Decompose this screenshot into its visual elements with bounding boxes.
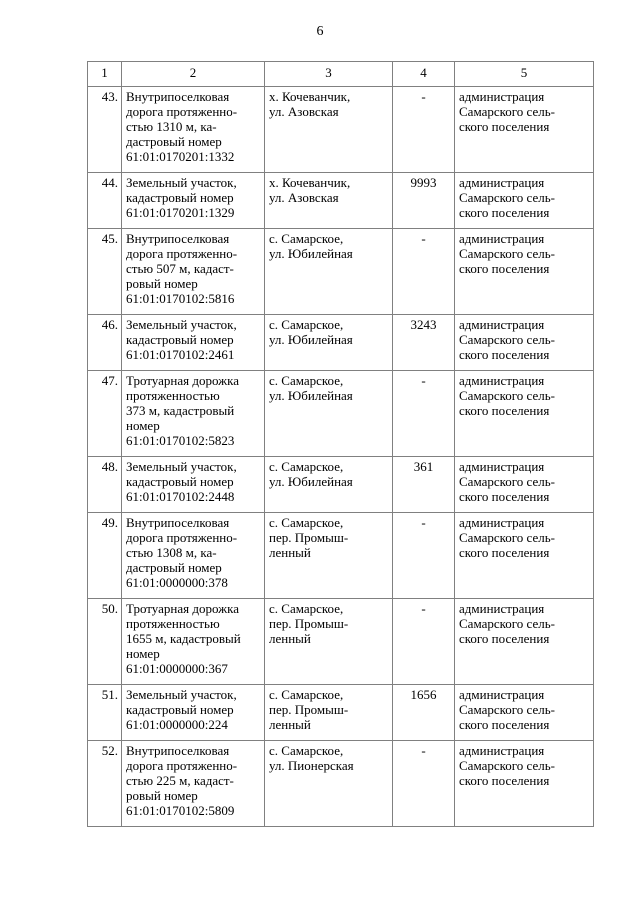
area-cell: - (393, 513, 455, 599)
cell-line: Самарского сель- (459, 702, 555, 717)
address-cell (265, 229, 393, 315)
header-cell: 4 (393, 62, 455, 87)
holder-cell (455, 315, 594, 371)
cell-line: пер. Промыш- (269, 530, 349, 545)
cell-line: с. Самарское, (269, 515, 344, 530)
area-cell: 361 (393, 457, 455, 513)
address-cell (265, 457, 393, 513)
cell-line: Тротуарная дорожка (126, 601, 240, 616)
table-row (88, 371, 594, 457)
cell-line: стью 507 м, кадаст- (126, 261, 234, 276)
cell-line: 61:01:0170201:1332 (126, 149, 235, 164)
cell-line: ровый номер (126, 788, 198, 803)
cell-line: х. Кочеванчик, (269, 175, 351, 190)
object-name-cell (122, 87, 265, 173)
holder-cell (455, 685, 594, 741)
cell-line: администрация (459, 459, 545, 474)
cell-line: стью 225 м, кадаст- (126, 773, 234, 788)
table-row (88, 457, 594, 513)
address-cell (265, 741, 393, 827)
cell-line: администрация (459, 373, 545, 388)
object-name-cell (122, 741, 265, 827)
holder-cell (455, 87, 594, 173)
cell-line: ленный (269, 717, 311, 732)
cell-line: 61:01:0170102:2448 (126, 489, 235, 504)
cell-line: 61:01:0170102:5816 (126, 291, 235, 306)
cell-line: ровый номер (126, 276, 198, 291)
cell-line: ул. Азовская (269, 104, 339, 119)
cell-line: стью 1310 м, ка- (126, 119, 217, 134)
address-cell (265, 87, 393, 173)
cell-line: 373 м, кадастровый (126, 403, 235, 418)
holder-cell (455, 173, 594, 229)
holder-cell (455, 599, 594, 685)
cell-line: кадастровый номер (126, 332, 234, 347)
area-cell: - (393, 229, 455, 315)
cell-line: пер. Промыш- (269, 702, 349, 717)
cell-line: администрация (459, 231, 545, 246)
area-cell: 3243 (393, 315, 455, 371)
cell-line: протяженностью (126, 616, 220, 631)
cell-line: 61:01:0170102:2461 (126, 347, 235, 362)
cell-line: пер. Промыш- (269, 616, 349, 631)
cell-line: ского поселения (459, 489, 550, 504)
object-name-cell (122, 371, 265, 457)
cell-line: администрация (459, 515, 545, 530)
cell-line: ского поселения (459, 205, 550, 220)
cell-line: Самарского сель- (459, 616, 555, 631)
row-number: 46. (88, 315, 122, 371)
cell-line: с. Самарское, (269, 743, 344, 758)
cell-line: ленный (269, 545, 311, 560)
cell-line: ского поселения (459, 717, 550, 732)
row-number: 49. (88, 513, 122, 599)
cell-line: 61:01:0170201:1329 (126, 205, 235, 220)
cell-line: администрация (459, 601, 545, 616)
area-cell: - (393, 87, 455, 173)
cell-line: кадастровый номер (126, 474, 234, 489)
address-cell (265, 685, 393, 741)
row-number: 50. (88, 599, 122, 685)
table-row (88, 315, 594, 371)
holder-cell (455, 371, 594, 457)
cell-line: ского поселения (459, 403, 550, 418)
object-name-cell (122, 457, 265, 513)
cell-line: ского поселения (459, 347, 550, 362)
address-cell (265, 315, 393, 371)
page-number: 6 (316, 24, 324, 39)
property-table (87, 61, 594, 827)
cell-line: дорога протяженно- (126, 758, 238, 773)
table-row (88, 741, 594, 827)
cell-line: 61:01:0000000:224 (126, 717, 228, 732)
cell-line: администрация (459, 89, 545, 104)
row-number: 44. (88, 173, 122, 229)
cell-line: номер (126, 646, 160, 661)
cell-line: Тротуарная дорожка (126, 373, 240, 388)
header-cell: 1 (88, 62, 122, 87)
table-row (88, 685, 594, 741)
cell-line: 61:01:0000000:378 (126, 575, 228, 590)
cell-line: ского поселения (459, 261, 550, 276)
cell-line: ул. Юбилейная (269, 474, 353, 489)
area-cell: - (393, 741, 455, 827)
table-row (88, 513, 594, 599)
row-number: 47. (88, 371, 122, 457)
cell-line: Земельный участок, (126, 459, 237, 474)
cell-line: Самарского сель- (459, 190, 555, 205)
holder-cell (455, 513, 594, 599)
cell-line: дастровый номер (126, 560, 222, 575)
cell-line: с. Самарское, (269, 231, 344, 246)
cell-line: с. Самарское, (269, 601, 344, 616)
cell-line: администрация (459, 743, 545, 758)
address-cell (265, 513, 393, 599)
cell-line: Самарского сель- (459, 332, 555, 347)
object-name-cell (122, 599, 265, 685)
cell-line: дорога протяженно- (126, 530, 238, 545)
cell-line: ул. Юбилейная (269, 388, 353, 403)
cell-line: ского поселения (459, 545, 550, 560)
cell-line: ского поселения (459, 631, 550, 646)
cell-line: с. Самарское, (269, 459, 344, 474)
cell-line: Внутрипоселковая (126, 515, 230, 530)
area-cell: - (393, 371, 455, 457)
header-cell: 5 (455, 62, 594, 87)
cell-line: Земельный участок, (126, 317, 237, 332)
cell-line: с. Самарское, (269, 373, 344, 388)
table-row (88, 599, 594, 685)
area-cell: - (393, 599, 455, 685)
header-cell: 2 (122, 62, 265, 87)
row-number: 52. (88, 741, 122, 827)
row-number: 51. (88, 685, 122, 741)
cell-line: ского поселения (459, 119, 550, 134)
address-cell (265, 173, 393, 229)
cell-line: х. Кочеванчик, (269, 89, 351, 104)
row-number: 43. (88, 87, 122, 173)
header-cell: 3 (265, 62, 393, 87)
cell-line: ского поселения (459, 773, 550, 788)
cell-line: администрация (459, 687, 545, 702)
cell-line: с. Самарское, (269, 687, 344, 702)
object-name-cell (122, 173, 265, 229)
holder-cell (455, 457, 594, 513)
row-number: 48. (88, 457, 122, 513)
address-cell (265, 371, 393, 457)
cell-line: ул. Азовская (269, 190, 339, 205)
area-cell: 1656 (393, 685, 455, 741)
cell-line: 1655 м, кадастровый (126, 631, 241, 646)
cell-line: Земельный участок, (126, 175, 237, 190)
cell-line: администрация (459, 317, 545, 332)
cell-line: Внутрипоселковая (126, 743, 230, 758)
cell-line: дорога протяженно- (126, 104, 238, 119)
table-body (88, 87, 594, 827)
table-row (88, 87, 594, 173)
holder-cell (455, 741, 594, 827)
cell-line: ул. Пионерская (269, 758, 354, 773)
cell-line: стью 1308 м, ка- (126, 545, 217, 560)
cell-line: Внутрипоселковая (126, 231, 230, 246)
cell-line: 61:01:0170102:5823 (126, 433, 235, 448)
cell-line: протяженностью (126, 388, 220, 403)
cell-line: номер (126, 418, 160, 433)
cell-line: Самарского сель- (459, 530, 555, 545)
cell-line: кадастровый номер (126, 702, 234, 717)
cell-line: Самарского сель- (459, 246, 555, 261)
table-header-row (88, 62, 594, 87)
row-number: 45. (88, 229, 122, 315)
cell-line: ул. Юбилейная (269, 332, 353, 347)
cell-line: Внутрипоселковая (126, 89, 230, 104)
object-name-cell (122, 315, 265, 371)
cell-line: ул. Юбилейная (269, 246, 353, 261)
cell-line: Самарского сель- (459, 474, 555, 489)
cell-line: кадастровый номер (126, 190, 234, 205)
table-row (88, 229, 594, 315)
cell-line: дастровый номер (126, 134, 222, 149)
object-name-cell (122, 513, 265, 599)
address-cell (265, 599, 393, 685)
cell-line: Самарского сель- (459, 104, 555, 119)
object-name-cell (122, 229, 265, 315)
table-row (88, 173, 594, 229)
object-name-cell (122, 685, 265, 741)
cell-line: администрация (459, 175, 545, 190)
holder-cell (455, 229, 594, 315)
cell-line: Самарского сель- (459, 758, 555, 773)
cell-line: ленный (269, 631, 311, 646)
cell-line: Самарского сель- (459, 388, 555, 403)
cell-line: 61:01:0170102:5809 (126, 803, 235, 818)
cell-line: дорога протяженно- (126, 246, 238, 261)
cell-line: Земельный участок, (126, 687, 237, 702)
cell-line: 61:01:0000000:367 (126, 661, 228, 676)
area-cell: 9993 (393, 173, 455, 229)
cell-line: с. Самарское, (269, 317, 344, 332)
